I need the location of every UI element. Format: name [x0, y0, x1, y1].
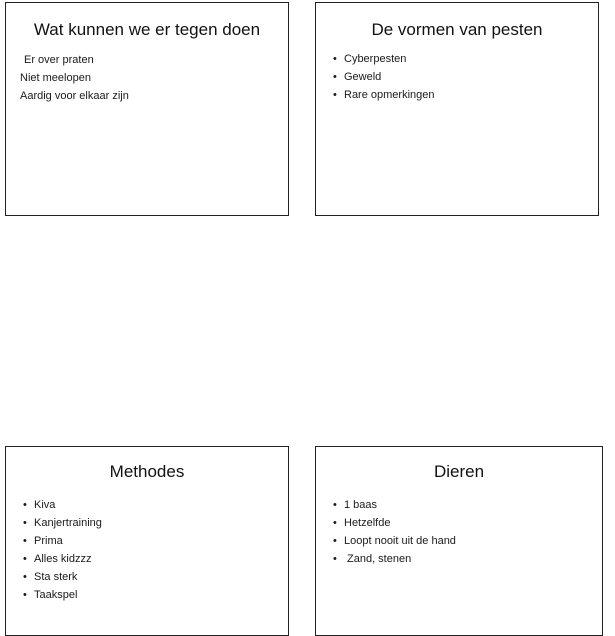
slide-title: De vormen van pesten	[371, 20, 543, 39]
slide-thumbnail-2	[315, 2, 599, 216]
list-item: • Rare opmerkingen	[333, 86, 598, 104]
list-item: • Alles kidzzz	[23, 550, 288, 568]
slide-title: Dieren	[433, 462, 485, 481]
list-item: • 1 baas	[333, 496, 602, 514]
list-item: • Hetzelfde	[333, 514, 602, 532]
bullet-icon: •	[23, 553, 27, 565]
list-item: • Loopt nooit uit de hand	[333, 532, 602, 550]
bullet-icon: •	[333, 517, 337, 529]
bullet-list	[6, 482, 288, 604]
list-item: Niet meelopen	[20, 72, 91, 84]
list-item: • Prima	[23, 532, 288, 550]
bullet-icon: •	[23, 589, 27, 601]
slide-thumbnail-4	[315, 446, 603, 636]
slide-thumbnail-1	[5, 2, 289, 216]
list-item: Aardig voor elkaar zijn	[20, 90, 129, 102]
bullet-list	[316, 40, 598, 104]
slide-title: Wat kunnen we er tegen doen	[33, 20, 261, 39]
bullet-list	[316, 482, 602, 568]
bullet-icon: •	[23, 571, 27, 583]
bullet-icon: •	[333, 53, 337, 65]
slide-title: Methodes	[109, 462, 185, 481]
list-item: • Taakspel	[23, 586, 288, 604]
list-item: • Kanjertraining	[23, 514, 288, 532]
list-item: • Geweld	[333, 68, 598, 86]
list-item: Er over praten	[24, 54, 94, 66]
bullet-icon: •	[333, 89, 337, 101]
bullet-icon: •	[333, 71, 337, 83]
bullet-icon: •	[333, 553, 337, 565]
bullet-icon: •	[23, 535, 27, 547]
slide-thumbnail-3	[5, 446, 289, 636]
bullet-icon: •	[333, 499, 337, 511]
bullet-icon: •	[23, 499, 27, 511]
list-item: • Kiva	[23, 496, 288, 514]
bullet-icon: •	[333, 535, 337, 547]
slide-text-list	[6, 40, 288, 105]
bullet-icon: •	[23, 517, 27, 529]
list-item: • Zand, stenen	[333, 550, 602, 568]
list-item: • Cyberpesten	[333, 50, 598, 68]
list-item: • Sta sterk	[23, 568, 288, 586]
